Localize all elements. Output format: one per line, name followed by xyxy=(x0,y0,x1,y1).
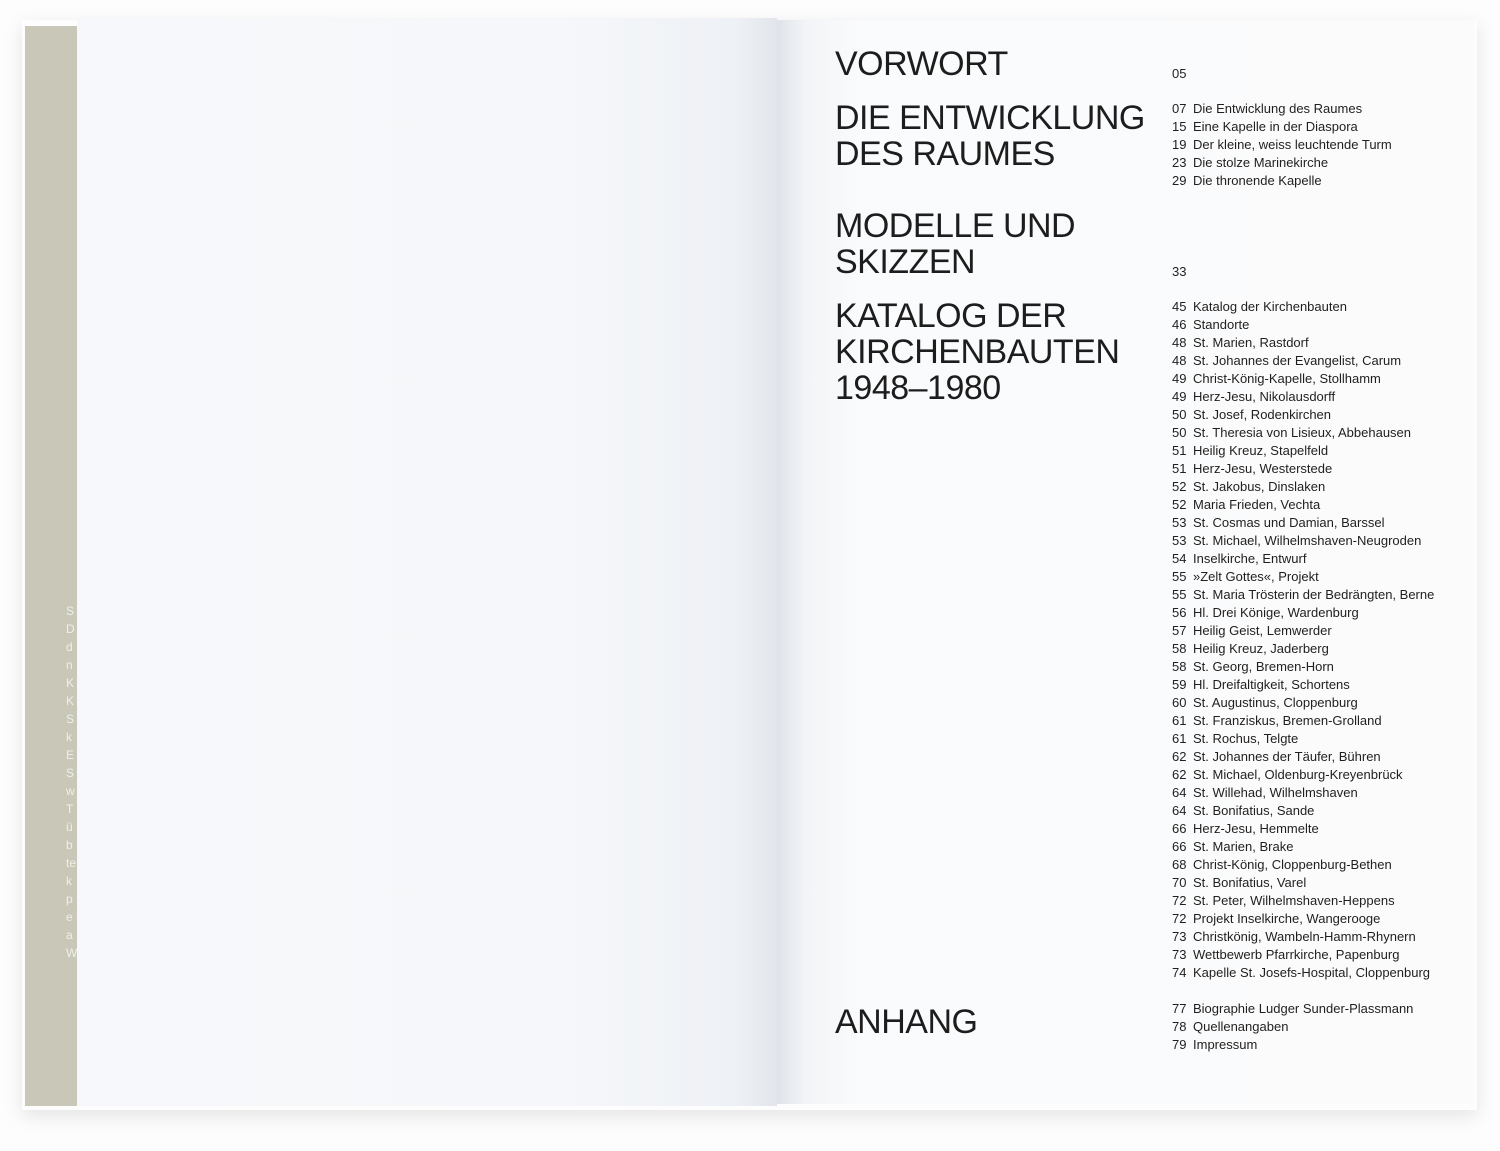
toc-entry-page: 50 xyxy=(1172,407,1187,422)
toc-entry-title: St. Franziskus, Bremen-Grolland xyxy=(1193,713,1382,728)
toc-entry-page: 68 xyxy=(1172,857,1187,872)
toc-entry-page: 51 xyxy=(1172,443,1187,458)
cover-flap-letter: te xyxy=(66,856,77,870)
toc-entry-title: Eine Kapelle in der Diaspora xyxy=(1193,119,1358,134)
toc-entry-page: 59 xyxy=(1172,677,1187,692)
toc-entry-title: Standorte xyxy=(1193,317,1250,332)
toc-entry-page: 54 xyxy=(1172,551,1187,566)
toc-entry xyxy=(1172,928,1434,946)
toc-entry xyxy=(1172,874,1434,892)
toc-list-entwicklung xyxy=(1172,100,1392,190)
section-heading-vorwort xyxy=(835,46,1008,82)
toc-entry-title: St. Rochus, Telgte xyxy=(1193,731,1299,746)
toc-entry xyxy=(1172,424,1434,442)
toc-entry-title: Die thronende Kapelle xyxy=(1193,173,1322,188)
toc-entry xyxy=(1172,406,1434,424)
toc-entry-page: 29 xyxy=(1172,173,1187,188)
toc-entry xyxy=(1172,316,1434,334)
toc-entry xyxy=(1172,640,1434,658)
cover-flap-letter: n xyxy=(66,658,73,672)
toc-entry-page: 52 xyxy=(1172,497,1187,512)
toc-entry-page: 58 xyxy=(1172,641,1187,656)
toc-entry xyxy=(1172,442,1434,460)
cover-flap-letter: T xyxy=(66,802,74,816)
heading-line: VORWORT xyxy=(835,45,1008,83)
toc-entry-title: St. Cosmas und Damian, Barssel xyxy=(1193,515,1385,530)
heading-line: DES RAUMES xyxy=(835,135,1055,173)
cover-flap-letter: E xyxy=(66,748,75,762)
heading-line: ANHANG xyxy=(835,1003,978,1041)
toc-entry-page: 49 xyxy=(1172,371,1187,386)
cover-flap-letter: S xyxy=(66,712,75,726)
toc-entry-title: Kapelle St. Josefs-Hospital, Cloppenburg xyxy=(1193,965,1431,980)
toc-entry xyxy=(1172,136,1392,154)
cover-flap-letter: e xyxy=(66,910,73,924)
toc-entry-page: 78 xyxy=(1172,1019,1187,1034)
toc-entry-page: 62 xyxy=(1172,749,1187,764)
toc-entry xyxy=(1172,478,1434,496)
toc-entry-page: 72 xyxy=(1172,911,1187,926)
toc-entry xyxy=(1172,784,1434,802)
toc-entry-page: 64 xyxy=(1172,785,1187,800)
cover-flap-letter: S xyxy=(66,604,75,618)
toc-entry-title: St. Maria Trösterin der Bedrängten, Berne xyxy=(1193,587,1435,602)
toc-entry xyxy=(1172,532,1434,550)
toc-entry-page: 70 xyxy=(1172,875,1187,890)
toc-entry xyxy=(1172,838,1434,856)
toc-entry-page: 50 xyxy=(1172,425,1187,440)
cover-flap-letter: D xyxy=(66,622,75,636)
toc-entry-page: 64 xyxy=(1172,803,1187,818)
toc-entry xyxy=(1172,1000,1413,1018)
toc-entry xyxy=(1172,118,1392,136)
toc-entry xyxy=(1172,1036,1413,1054)
toc-entry-page: 15 xyxy=(1172,119,1187,134)
toc-entry-title: Christkönig, Wambeln-Hamm-Rhynern xyxy=(1193,929,1416,944)
heading-line: 1948–1980 xyxy=(835,369,1001,407)
toc-entry-page: 73 xyxy=(1172,929,1187,944)
toc-entry xyxy=(1172,964,1434,982)
toc-entry-page: 53 xyxy=(1172,515,1187,530)
toc-entry-title: Quellenangaben xyxy=(1193,1019,1289,1034)
toc-entry-title: Herz-Jesu, Nikolausdorff xyxy=(1193,389,1336,404)
toc-entry xyxy=(1172,604,1434,622)
heading-line: KIRCHENBAUTEN xyxy=(835,333,1120,371)
toc-entry-title: Wettbewerb Pfarrkirche, Papenburg xyxy=(1193,947,1400,962)
toc-entry xyxy=(1172,946,1434,964)
toc-entry-title: Die stolze Marinekirche xyxy=(1193,155,1329,170)
toc-entry-title: Heilig Kreuz, Jaderberg xyxy=(1193,641,1329,656)
toc-entry-title: St. Johannes der Evangelist, Carum xyxy=(1193,353,1402,368)
toc-entry xyxy=(1172,550,1434,568)
toc-entry-title: St. Georg, Bremen-Horn xyxy=(1193,659,1334,674)
toc-entry-title: Maria Frieden, Vechta xyxy=(1193,497,1321,512)
toc-entry-title: St. Marien, Brake xyxy=(1193,839,1294,854)
toc-entry-title: Die Entwicklung des Raumes xyxy=(1193,101,1363,116)
section-heading-anhang xyxy=(835,1004,977,1040)
toc-entry xyxy=(1172,766,1434,784)
toc-entry-title: Herz-Jesu, Westerstede xyxy=(1193,461,1333,476)
toc-entry-title: St. Bonifatius, Varel xyxy=(1193,875,1307,890)
toc-entry-title: St. Peter, Wilhelmshaven-Heppens xyxy=(1193,893,1395,908)
toc-entry xyxy=(1172,892,1434,910)
toc-entry-title: St. Bonifatius, Sande xyxy=(1193,803,1315,818)
toc-entry-page: 66 xyxy=(1172,821,1187,836)
toc-entry xyxy=(1172,460,1434,478)
toc-entry xyxy=(1172,514,1434,532)
toc-entry xyxy=(1172,622,1434,640)
toc-entry-page: 51 xyxy=(1172,461,1187,476)
toc-entry-page: 19 xyxy=(1172,137,1187,152)
toc-entry-page: 61 xyxy=(1172,713,1187,728)
page-number-vorwort: 05 xyxy=(1172,66,1187,81)
toc-entry-page: 57 xyxy=(1172,623,1187,638)
toc-entry-title: St. Michael, Oldenburg-Kreyenbrück xyxy=(1193,767,1403,782)
toc-entry xyxy=(1172,388,1434,406)
toc-entry-title: Christ-König-Kapelle, Stollhamm xyxy=(1193,371,1381,386)
toc-entry-page: 45 xyxy=(1172,299,1187,314)
toc-entry xyxy=(1172,370,1434,388)
toc-entry-page: 74 xyxy=(1172,965,1187,980)
toc-entry-page: 53 xyxy=(1172,533,1187,548)
toc-entry xyxy=(1172,676,1434,694)
toc-entry xyxy=(1172,352,1434,370)
toc-entry xyxy=(1172,100,1392,118)
toc-entry-title: St. Theresia von Lisieux, Abbehausen xyxy=(1193,425,1412,440)
heading-line: SKIZZEN xyxy=(835,243,976,281)
toc-entry xyxy=(1172,298,1434,316)
toc-entry-page: 55 xyxy=(1172,569,1187,584)
toc-entry xyxy=(1172,334,1434,352)
toc-entry-title: St. Michael, Wilhelmshaven-Neugroden xyxy=(1193,533,1422,548)
toc-entry-title: Impressum xyxy=(1193,1037,1258,1052)
toc-entry-page: 72 xyxy=(1172,893,1187,908)
toc-list-katalog xyxy=(1172,298,1434,982)
heading-line: MODELLE UND xyxy=(835,207,1076,245)
toc-entry-title: Heilig Geist, Lemwerder xyxy=(1193,623,1332,638)
cover-flap-letter: p xyxy=(66,892,73,906)
toc-entry-page: 55 xyxy=(1172,587,1187,602)
toc-entry xyxy=(1172,802,1434,820)
left-page xyxy=(77,18,777,1106)
toc-entry-page: 60 xyxy=(1172,695,1187,710)
toc-entry-page: 62 xyxy=(1172,767,1187,782)
cover-flap-letter: k xyxy=(66,874,72,888)
toc-entry-title: Der kleine, weiss leuchtende Turm xyxy=(1193,137,1392,152)
toc-entry-page: 77 xyxy=(1172,1001,1187,1016)
toc-entry xyxy=(1172,172,1392,190)
section-heading-modelle xyxy=(835,208,1075,280)
toc-entry-page: 23 xyxy=(1172,155,1187,170)
toc-entry xyxy=(1172,820,1434,838)
toc-entry xyxy=(1172,496,1434,514)
toc-entry-title: Inselkirche, Entwurf xyxy=(1193,551,1307,566)
cover-flap-letter: K xyxy=(66,676,75,690)
toc-entry-page: 49 xyxy=(1172,389,1187,404)
toc-entry-title: Katalog der Kirchenbauten xyxy=(1193,299,1347,314)
toc-entry xyxy=(1172,658,1434,676)
cover-flap-letter: k xyxy=(66,730,72,744)
toc-entry xyxy=(1172,694,1434,712)
toc-entry-title: St. Willehad, Wilhelmshaven xyxy=(1193,785,1358,800)
toc-entry-title: Heilig Kreuz, Stapelfeld xyxy=(1193,443,1329,458)
toc-entry-title: Projekt Inselkirche, Wangerooge xyxy=(1193,911,1381,926)
toc-entry-title: St. Augustinus, Cloppenburg xyxy=(1193,695,1358,710)
toc-entry-page: 07 xyxy=(1172,101,1187,116)
toc-entry-title: St. Jakobus, Dinslaken xyxy=(1193,479,1326,494)
toc-entry-page: 66 xyxy=(1172,839,1187,854)
cover-flap-letter: ü xyxy=(66,820,73,834)
toc-entry-page: 46 xyxy=(1172,317,1187,332)
toc-entry-title: Hl. Dreifaltigkeit, Schortens xyxy=(1193,677,1350,692)
cover-flap-letter: W xyxy=(66,946,78,960)
toc-entry-title: Christ-König, Cloppenburg-Bethen xyxy=(1193,857,1392,872)
toc-entry-title: Herz-Jesu, Hemmelte xyxy=(1193,821,1319,836)
toc-entry xyxy=(1172,748,1434,766)
toc-entry xyxy=(1172,712,1434,730)
heading-line: KATALOG DER xyxy=(835,297,1067,335)
toc-entry-page: 48 xyxy=(1172,353,1187,368)
toc-entry-page: 61 xyxy=(1172,731,1187,746)
toc-entry xyxy=(1172,568,1434,586)
cover-flap-letter: w xyxy=(66,784,75,798)
cover-flap-letter: a xyxy=(66,928,73,942)
toc-entry-title: »Zelt Gottes«, Projekt xyxy=(1193,569,1319,584)
toc-entry xyxy=(1172,730,1434,748)
toc-entry-title: St. Marien, Rastdorf xyxy=(1193,335,1309,350)
toc-list-anhang xyxy=(1172,1000,1413,1054)
heading-line: DIE ENTWICKLUNG xyxy=(835,99,1145,137)
toc-entry xyxy=(1172,154,1392,172)
section-heading-entwicklung xyxy=(835,100,1145,172)
toc-entry-title: Biographie Ludger Sunder-Plassmann xyxy=(1193,1001,1414,1016)
cover-flap-letter: S xyxy=(66,766,75,780)
toc-entry xyxy=(1172,1018,1413,1036)
toc-entry-page: 73 xyxy=(1172,947,1187,962)
toc-entry-page: 56 xyxy=(1172,605,1187,620)
page-number-modelle: 33 xyxy=(1172,264,1187,279)
toc-entry-title: Hl. Drei Könige, Wardenburg xyxy=(1193,605,1359,620)
section-heading-katalog xyxy=(835,298,1119,406)
toc-entry-page: 58 xyxy=(1172,659,1187,674)
toc-entry-title: St. Johannes der Täufer, Bühren xyxy=(1193,749,1381,764)
toc-entry-page: 79 xyxy=(1172,1037,1187,1052)
cover-flap-letter: d xyxy=(66,640,73,654)
cover-flap-letter: K xyxy=(66,694,75,708)
cover-flap-letter: b xyxy=(66,838,73,852)
toc-entry xyxy=(1172,910,1434,928)
toc-entry xyxy=(1172,856,1434,874)
toc-entry xyxy=(1172,586,1434,604)
toc-entry-page: 48 xyxy=(1172,335,1187,350)
toc-entry-title: St. Josef, Rodenkirchen xyxy=(1193,407,1332,422)
toc-entry-page: 52 xyxy=(1172,479,1187,494)
